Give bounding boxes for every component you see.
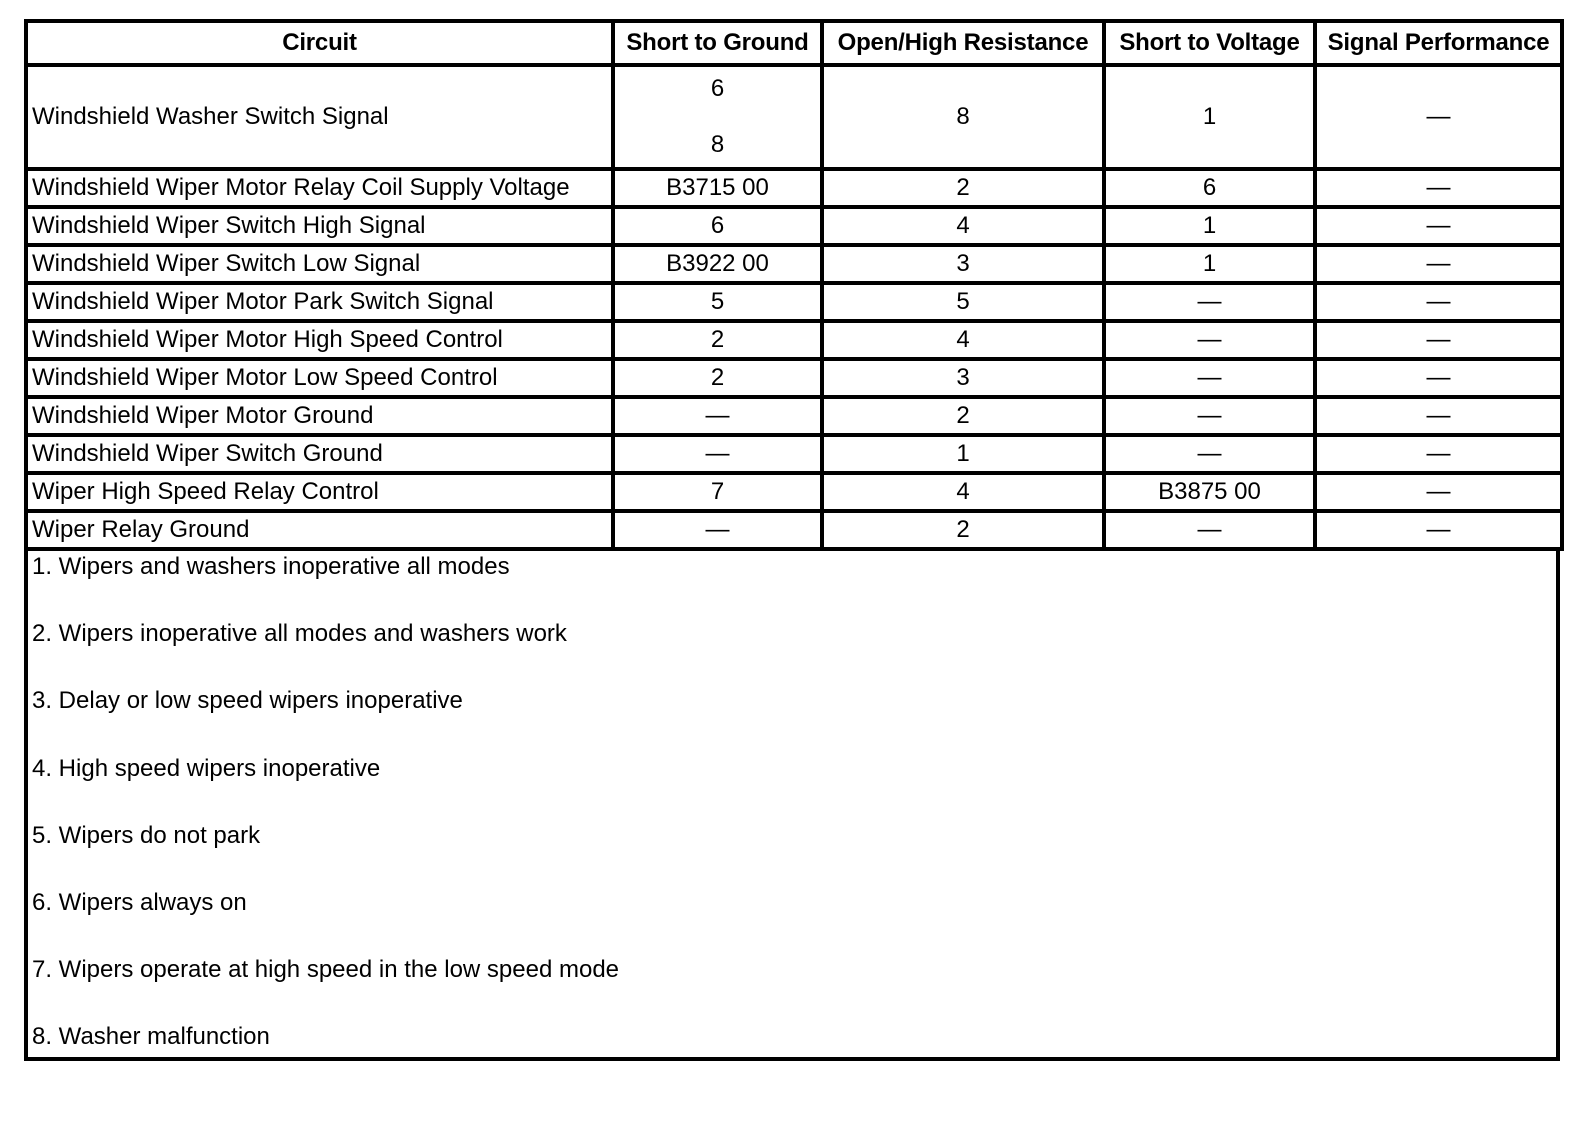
open-high-resistance-cell: 8 <box>822 65 1104 169</box>
note-item: 6. Wipers always on <box>32 888 247 916</box>
circuit-cell: Windshield Wiper Motor High Speed Control <box>26 321 613 359</box>
header-row <box>26 21 1562 65</box>
open-high-resistance-cell: 2 <box>822 511 1104 549</box>
header-short-to-ground: Short to Ground <box>613 21 822 65</box>
short-to-ground-cell: B3715 00 <box>613 169 822 207</box>
short-to-voltage-cell: 1 <box>1104 245 1315 283</box>
header-signal-performance: Signal Performance <box>1315 21 1562 65</box>
short-to-ground-cell <box>613 65 822 169</box>
circuit-cell: Windshield Wiper Motor Low Speed Control <box>26 359 613 397</box>
signal-performance-cell: — <box>1315 65 1562 169</box>
short-to-ground-cell: B3922 00 <box>613 245 822 283</box>
circuit-cell: Windshield Wiper Motor Relay Coil Supply Voltage <box>26 169 613 207</box>
short-to-voltage-cell: — <box>1104 435 1315 473</box>
circuit-cell: Wiper High Speed Relay Control <box>26 473 613 511</box>
short-to-ground-cell: 2 <box>613 359 822 397</box>
note-item: 8. Washer malfunction <box>32 1023 270 1051</box>
circuit-cell: Windshield Wiper Motor Park Switch Signal <box>26 283 613 321</box>
fault-symptom-sheet <box>24 19 1560 1061</box>
circuit-cell: Windshield Wiper Switch Low Signal <box>26 245 613 283</box>
open-high-resistance-cell: 4 <box>822 207 1104 245</box>
signal-performance-cell: — <box>1315 207 1562 245</box>
note-item: 7. Wipers operate at high speed in the low speed mode <box>32 956 620 984</box>
short-to-ground-cell: — <box>613 397 822 435</box>
note-item: 2. Wipers inoperative all modes and washers work <box>32 620 567 648</box>
short-to-voltage-cell: 6 <box>1104 169 1315 207</box>
circuit-cell: Windshield Wiper Switch High Signal <box>26 207 613 245</box>
table-row <box>26 359 1562 397</box>
short-to-voltage-cell: — <box>1104 511 1315 549</box>
table-row <box>26 473 1562 511</box>
note-item: 4. High speed wipers inoperative <box>32 754 381 782</box>
short-to-ground-cell: — <box>613 435 822 473</box>
short-to-ground-stack <box>615 71 820 163</box>
short-to-voltage-cell: — <box>1104 359 1315 397</box>
signal-performance-cell: — <box>1315 511 1562 549</box>
table-row <box>26 169 1562 207</box>
signal-performance-cell: — <box>1315 245 1562 283</box>
signal-performance-cell: — <box>1315 435 1562 473</box>
circuit-cell: Wiper Relay Ground <box>26 511 613 549</box>
open-high-resistance-cell: 4 <box>822 321 1104 359</box>
short-to-ground-cell: — <box>613 511 822 549</box>
circuit-cell: Windshield Wiper Motor Ground <box>26 397 613 435</box>
table-row <box>26 283 1562 321</box>
signal-performance-cell: — <box>1315 169 1562 207</box>
header-circuit: Circuit <box>26 21 613 65</box>
signal-performance-cell: — <box>1315 473 1562 511</box>
short-to-voltage-cell: — <box>1104 397 1315 435</box>
short-to-ground-cell: 2 <box>613 321 822 359</box>
circuit-cell: Windshield Washer Switch Signal <box>26 65 613 169</box>
short-to-ground-cell: 6 <box>613 207 822 245</box>
signal-performance-cell: — <box>1315 359 1562 397</box>
circuit-fault-table <box>24 19 1564 551</box>
circuit-cell: Windshield Wiper Switch Ground <box>26 435 613 473</box>
open-high-resistance-cell: 3 <box>822 359 1104 397</box>
signal-performance-cell: — <box>1315 321 1562 359</box>
short-to-voltage-cell: — <box>1104 283 1315 321</box>
symptom-notes <box>24 551 1560 1061</box>
open-high-resistance-cell: 1 <box>822 435 1104 473</box>
table-row <box>26 321 1562 359</box>
open-high-resistance-cell: 4 <box>822 473 1104 511</box>
header-open-high-resistance: Open/High Resistance <box>822 21 1104 65</box>
short-to-ground-value: 8 <box>710 131 725 158</box>
open-high-resistance-cell: 2 <box>822 397 1104 435</box>
short-to-voltage-cell: — <box>1104 321 1315 359</box>
short-to-voltage-cell: 1 <box>1104 207 1315 245</box>
note-item: 5. Wipers do not park <box>32 821 261 849</box>
open-high-resistance-cell: 3 <box>822 245 1104 283</box>
short-to-ground-value: 6 <box>710 75 725 102</box>
open-high-resistance-cell: 5 <box>822 283 1104 321</box>
signal-performance-cell: — <box>1315 283 1562 321</box>
note-item: 1. Wipers and washers inoperative all modes <box>32 553 510 580</box>
short-to-ground-cell: 5 <box>613 283 822 321</box>
table-row <box>26 65 1562 169</box>
table-row <box>26 245 1562 283</box>
short-to-voltage-cell: B3875 00 <box>1104 473 1315 511</box>
note-item: 3. Delay or low speed wipers inoperative <box>32 687 463 715</box>
table-row <box>26 397 1562 435</box>
header-short-to-voltage: Short to Voltage <box>1104 21 1315 65</box>
table-row <box>26 435 1562 473</box>
table-row <box>26 511 1562 549</box>
table-row <box>26 207 1562 245</box>
short-to-ground-cell: 7 <box>613 473 822 511</box>
open-high-resistance-cell: 2 <box>822 169 1104 207</box>
signal-performance-cell: — <box>1315 397 1562 435</box>
short-to-voltage-cell: 1 <box>1104 65 1315 169</box>
